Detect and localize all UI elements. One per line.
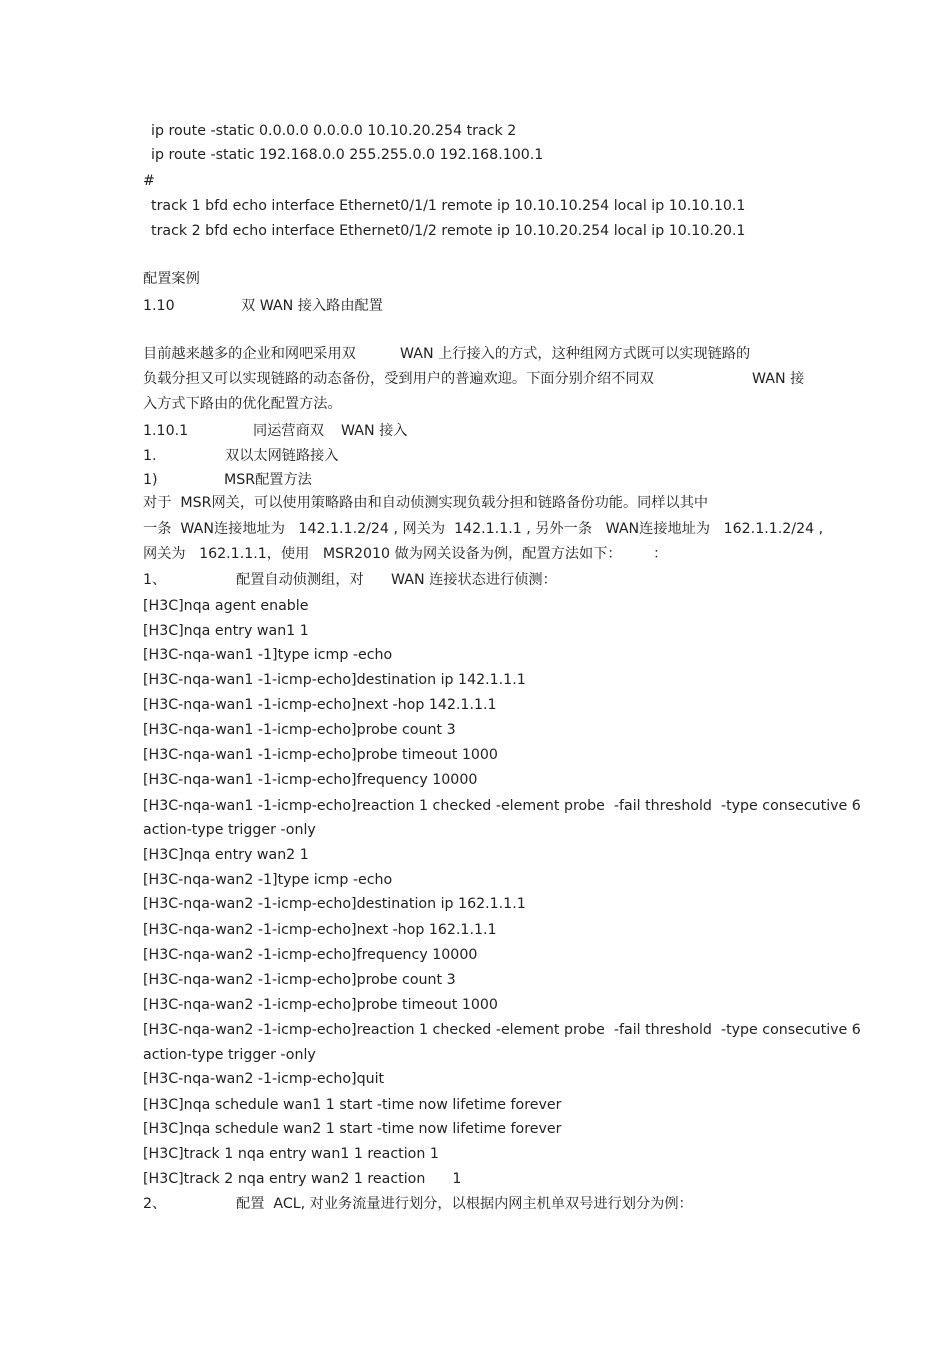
command-line: [H3C-nqa-wan1 -1-icmp-echo]reaction 1 checked -element probe -fail threshold -type consecutive 6 [143,798,861,814]
config-line: track 2 bfd echo interface Ethernet0/1/2 remote ip 10.10.20.254 local ip 10.10.20.1 [151,223,746,239]
command-line: [H3C]nqa agent enable [143,598,309,614]
config-line: ip route -static 192.168.0.0 255.255.0.0 192.168.100.1 [151,147,544,163]
intro-text: 入方式下路由的优化配置方法。 [143,396,342,412]
step-number: 2、 [143,1196,167,1212]
config-line: ip route -static 0.0.0.0 0.0.0.0 10.10.20.254 track 2 [151,123,517,139]
section-title: 双 WAN 接入路由配置 [241,298,383,314]
command-line: [H3C-nqa-wan2 -1-icmp-echo]probe timeout 1000 [143,997,498,1013]
subsection-title: 同运营商双 [253,423,324,439]
item-number: 1) [143,472,158,488]
command-line: [H3C-nqa-wan1 -1-icmp-echo]probe count 3 [143,722,456,738]
command-line: [H3C-nqa-wan2 -1-icmp-echo]next -hop 162.1.1.1 [143,922,497,938]
subsection-title: WAN 接入 [341,423,408,439]
command-line: [H3C]nqa entry wan2 1 [143,847,309,863]
command-line: [H3C-nqa-wan1 -1]type icmp -echo [143,647,393,663]
case-label: 配置案例 [143,271,200,287]
command-line: [H3C]track 2 nqa entry wan2 1 reaction 1 [143,1171,462,1187]
intro-text: WAN 上行接入的方式，这种组网方式既可以实现链路的 [400,346,751,362]
intro-text: WAN 接 [752,371,805,387]
step-title: WAN 连接状态进行侦测： [391,572,557,588]
intro-text: 目前越来越多的企业和网吧采用双 [143,346,356,362]
command-line: [H3C-nqa-wan1 -1-icmp-echo]destination ip 142.1.1.1 [143,672,526,688]
command-line: action-type trigger -only [143,1047,316,1063]
command-line: [H3C-nqa-wan2 -1-icmp-echo]frequency 10000 [143,947,478,963]
command-line: [H3C]nqa schedule wan2 1 start -time now lifetime forever [143,1121,562,1137]
command-line: [H3C-nqa-wan2 -1]type icmp -echo [143,872,393,888]
command-line: [H3C-nqa-wan1 -1-icmp-echo]probe timeout 1000 [143,747,498,763]
intro-text: 负载分担又可以实现链路的动态备份，受到用户的普遍欢迎。下面分别介绍不同双 [143,371,654,387]
command-line: action-type trigger -only [143,822,316,838]
command-line: [H3C-nqa-wan1 -1-icmp-echo]frequency 10000 [143,772,478,788]
command-line: [H3C]nqa entry wan1 1 [143,623,309,639]
command-line: [H3C]nqa schedule wan1 1 start -time now lifetime forever [143,1097,562,1113]
body-text: 一条 WAN连接地址为 142.1.1.2/24 , 网关为 142.1.1.1 , 另外一条 WAN连接地址为 162.1.1.2/24 , [143,521,824,537]
config-line: track 1 bfd echo interface Ethernet0/1/1 remote ip 10.10.10.254 local ip 10.10.10.1 [151,198,746,214]
section-number: 1.10 [143,298,175,314]
body-text: 对于 MSR网关，可以使用策略路由和自动侦测实现负载分担和链路备份功能。同样以其中 [143,495,709,511]
body-text: 网关为 162.1.1.1，使用 MSR2010 做为网关设备为例，配置方法如下： ： [143,546,668,562]
item-title: MSR配置方法 [224,472,312,488]
subsection-number: 1.10.1 [143,423,189,439]
command-line: [H3C-nqa-wan2 -1-icmp-echo]quit [143,1071,385,1087]
item-number: 1. [143,448,157,464]
step-number: 1、 [143,572,167,588]
command-line: [H3C]track 1 nqa entry wan1 1 reaction 1 [143,1146,439,1162]
command-line: [H3C-nqa-wan1 -1-icmp-echo]next -hop 142.1.1.1 [143,697,497,713]
command-line: [H3C-nqa-wan2 -1-icmp-echo]reaction 1 checked -element probe -fail threshold -type consecutive 6 [143,1022,861,1038]
config-separator: # [143,173,155,189]
item-title: 双以太网链路接入 [225,448,339,464]
command-line: [H3C-nqa-wan2 -1-icmp-echo]destination ip 162.1.1.1 [143,896,526,912]
step-title: 配置 ACL, 对业务流量进行划分，以根据内网主机单双号进行划分为例： [236,1196,693,1212]
command-line: [H3C-nqa-wan2 -1-icmp-echo]probe count 3 [143,972,456,988]
step-title: 配置自动侦测组，对 [236,572,364,588]
